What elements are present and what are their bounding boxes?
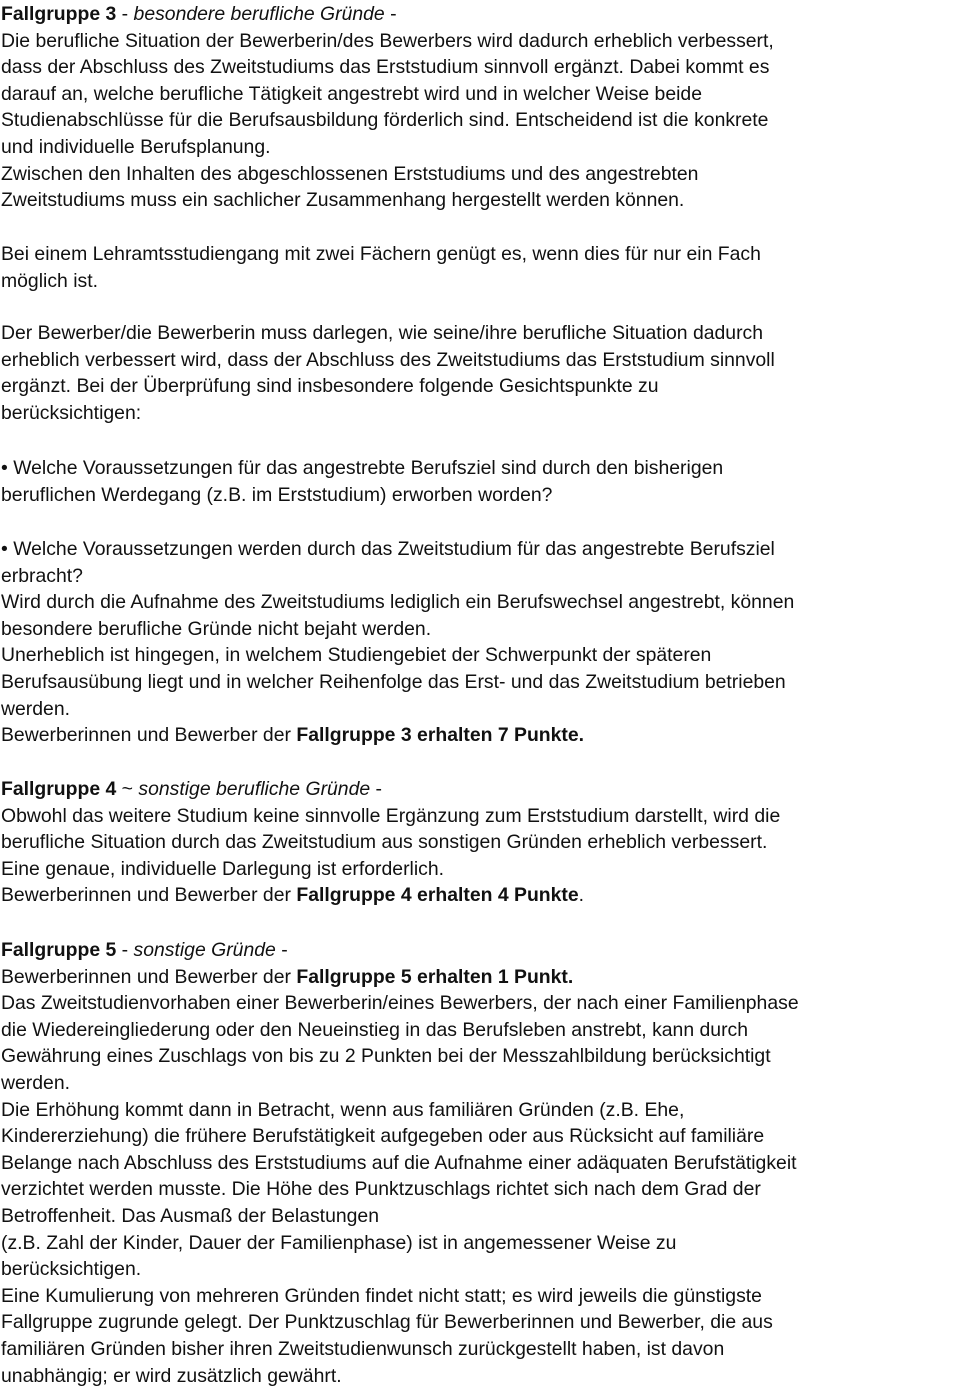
fallgruppe-5-heading-line <box>1 937 959 964</box>
paragraph-line: Wird durch die Aufnahme des Zweitstudiums lediglich ein Berufswechsel angestrebt, können <box>1 591 795 614</box>
heading-trailing-dash: - <box>384 3 397 25</box>
fallgruppe-3-subtitle: besondere berufliche Gründe <box>133 3 385 25</box>
paragraph-line: berufliche Situation durch das Zweitstudium aus sonstigen Gründen erheblich verbessert. <box>1 831 768 854</box>
paragraph-line: Kindererziehung) die frühere Berufstätigkeit aufgegeben oder aus Rücksicht auf familiäre <box>1 1125 765 1148</box>
heading-separator: - <box>116 939 134 961</box>
fallgruppe-5-points: Fallgruppe 5 erhalten 1 Punkt. <box>296 965 574 988</box>
darlegen-paragraph <box>1 320 959 426</box>
lehramt-paragraph <box>1 241 959 294</box>
paragraph-line: erbracht? <box>1 564 83 587</box>
paragraph-line: Gewährung eines Zuschlags von bis zu 2 Punkten bei der Messzahlbildung berücksichtigt <box>1 1045 771 1068</box>
points-prefix: Bewerberinnen und Bewerber der <box>1 965 297 988</box>
fallgruppe-4-heading-line <box>1 776 959 803</box>
paragraph-line: Zwischen den Inhalten des abgeschlossenen Erststudiums und des angestrebten <box>1 162 699 185</box>
paragraph-line: berücksichtigen: <box>1 401 142 424</box>
heading-separator: - <box>116 3 134 25</box>
bullet-icon: • <box>1 457 8 479</box>
paragraph-line: Der Bewerber/die Bewerberin muss darlegen, wie seine/ihre berufliche Situation dadurch <box>1 322 764 344</box>
paragraph-line: verzichtet werden musste. Die Höhe des Punktzuschlags richtet sich nach dem Grad der <box>1 1178 761 1201</box>
paragraph-line: familiären Gründen bisher ihren Zweitstudienwunsch zurückgestellt haben, ist davon <box>1 1337 725 1360</box>
paragraph-line: unabhängig; er wird zusätzlich gewährt. <box>1 1364 342 1387</box>
bullet-item-line <box>1 455 959 482</box>
bullet-item-1 <box>1 455 959 508</box>
fallgruppe-4-subtitle: sonstige berufliche Gründe <box>138 778 371 800</box>
fallgruppe-5-points-line <box>1 964 959 991</box>
paragraph-line: die Wiedereingliederung oder den Neueinstieg in das Berufsleben anstrebt, kann durch <box>1 1018 749 1041</box>
fallgruppe-3-points-line <box>1 722 959 749</box>
paragraph-line: Obwohl das weitere Studium keine sinnvolle Ergänzung zum Erststudium darstellt, wird die <box>1 804 781 827</box>
paragraph-line: ergänzt. Bei der Überprüfung sind insbesondere folgende Gesichtspunkte zu <box>1 375 659 398</box>
bullet-text: Welche Voraussetzungen für das angestrebte Berufsziel sind durch den bisherigen <box>13 457 724 479</box>
bullet-item-line <box>1 536 959 563</box>
paragraph-line: berücksichtigen. <box>1 1258 142 1281</box>
bullet-item-2 <box>1 536 959 749</box>
fallgruppe-3-heading: Fallgruppe 3 <box>1 3 117 25</box>
fallgruppe-3-points: Fallgruppe 3 erhalten 7 Punkte. <box>296 724 585 747</box>
paragraph-line: werden. <box>1 697 70 720</box>
paragraph-line: Fallgruppe zugrunde gelegt. Der Punktzuschlag für Bewerberinnen und Bewerber, die aus <box>1 1311 773 1334</box>
paragraph-line: besondere berufliche Gründe nicht bejaht werden. <box>1 617 432 640</box>
paragraph-line: Belange nach Abschluss des Erststudiums auf die Aufnahme einer adäquaten Berufstätigkeit <box>1 1151 797 1174</box>
paragraph-line: darauf an, welche berufliche Tätigkeit angestrebt wird und in welcher Weise beide <box>1 82 702 105</box>
fallgruppe-3-section <box>1 1 959 214</box>
paragraph-line: Unerheblich ist hingegen, in welchem Studiengebiet der Schwerpunkt der späteren <box>1 644 712 667</box>
fallgruppe-5-subtitle: sonstige Gründe <box>133 939 276 961</box>
paragraph-line: Zweitstudiums muss ein sachlicher Zusammenhang hergestellt werden können. <box>1 189 685 212</box>
paragraph-line: möglich ist. <box>1 269 98 292</box>
fallgruppe-5-heading: Fallgruppe 5 <box>1 939 117 961</box>
fallgruppe-4-points-line <box>1 882 959 909</box>
paragraph-line: (z.B. Zahl der Kinder, Dauer der Familienphase) ist in angemessener Weise zu <box>1 1231 677 1254</box>
bullet-icon: • <box>1 538 8 560</box>
paragraph-line: dass der Abschluss des Zweitstudiums das Erststudium sinnvoll ergänzt. Dabei kommt es <box>1 56 770 79</box>
points-suffix: . <box>578 884 585 907</box>
paragraph-line: Berufsausübung liegt und in welcher Reihenfolge das Erst- und das Zweitstudium betrieben <box>1 670 786 693</box>
paragraph-line: Betroffenheit. Das Ausmaß der Belastungen <box>1 1204 379 1227</box>
heading-trailing-dash: - <box>370 778 383 800</box>
points-prefix: Bewerberinnen und Bewerber der <box>1 884 297 907</box>
heading-separator: ~ <box>116 778 139 800</box>
paragraph-line: und individuelle Berufsplanung. <box>1 135 271 158</box>
paragraph-line: erheblich verbessert wird, dass der Abschluss des Zweitstudiums das Erststudium sinnvoll <box>1 348 775 371</box>
bullet-text: Welche Voraussetzungen werden durch das Zweitstudium für das angestrebte Berufsziel <box>13 538 775 560</box>
paragraph-line: Das Zweitstudienvorhaben einer Bewerberin/eines Bewerbers, der nach einer Familienphase <box>1 992 799 1015</box>
paragraph-line: Die berufliche Situation der Bewerberin/des Bewerbers wird dadurch erheblich verbessert, <box>1 29 774 52</box>
points-prefix: Bewerberinnen und Bewerber der <box>1 724 297 747</box>
fallgruppe-3-heading-line <box>1 1 959 28</box>
fallgruppe-4-heading: Fallgruppe 4 <box>1 778 117 800</box>
fallgruppe-4-section <box>1 776 959 909</box>
paragraph-line: Bei einem Lehramtsstudiengang mit zwei Fächern genügt es, wenn dies für nur ein Fach <box>1 243 761 265</box>
heading-trailing-dash: - <box>275 939 288 961</box>
paragraph-line: Die Erhöhung kommt dann in Betracht, wenn aus familiären Gründen (z.B. Ehe, <box>1 1098 685 1121</box>
paragraph-line: Studienabschlüsse für die Berufsausbildung förderlich sind. Entscheidend ist die konkrete <box>1 109 769 132</box>
paragraph-line: werden. <box>1 1071 70 1094</box>
paragraph-line: Eine Kumulierung von mehreren Gründen findet nicht statt; es wird jeweils die günstigste <box>1 1284 762 1307</box>
fallgruppe-4-points: Fallgruppe 4 erhalten 4 Punkte <box>296 884 579 907</box>
fallgruppe-5-section <box>1 937 959 1389</box>
paragraph-line: beruflichen Werdegang (z.B. im Erststudium) erworben worden? <box>1 483 553 506</box>
paragraph-line: Eine genaue, individuelle Darlegung ist erforderlich. <box>1 857 445 880</box>
